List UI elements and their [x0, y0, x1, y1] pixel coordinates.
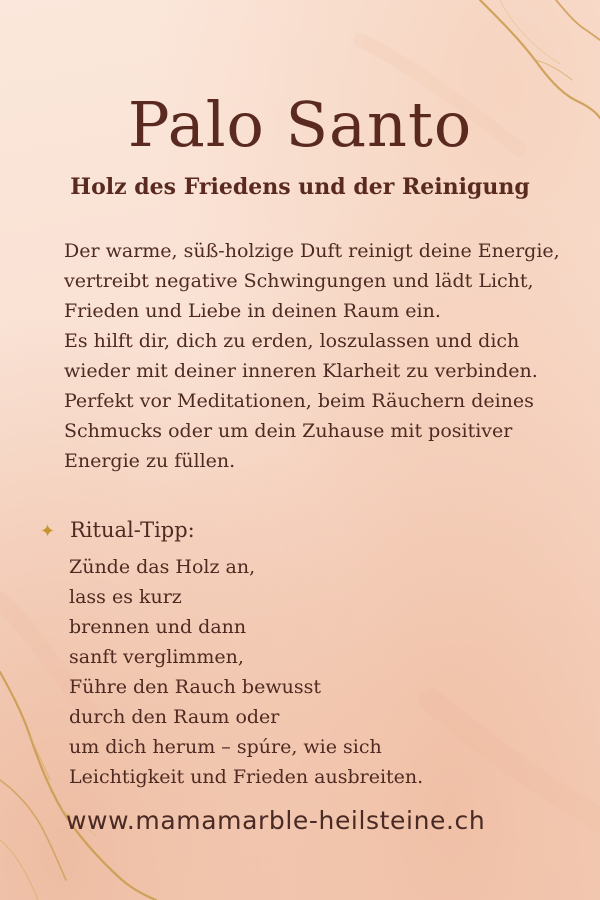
description-line: Frieden und Liebe in deinen Raum ein.: [64, 300, 441, 322]
ritual-line: um dich herum – spúre, wie sich: [69, 736, 382, 758]
ritual-heading-label: Ritual-Tipp:: [70, 518, 195, 542]
description-line: vertreibt negative Schwingungen und lädt Licht,: [64, 270, 534, 292]
description-line: wieder mit deiner inneren Klarheit zu verbinden.: [64, 360, 538, 382]
website-url: www.mamamarble-heilsteine.ch: [66, 806, 486, 835]
page-title: Palo Santo: [127, 88, 473, 161]
subtitle: Holz des Friedens und der Reinigung: [70, 174, 530, 200]
ritual-line: brennen und dann: [69, 616, 247, 638]
description: [64, 236, 584, 476]
description-line: Es hilft dir, dich zu erden, loszulassen und dich: [64, 330, 520, 352]
ritual-line: Leichtigkeit und Frieden ausbreiten.: [69, 766, 424, 788]
description-line: Der warme, süß-holzige Duft reinigt deine Energie,: [64, 240, 560, 262]
description-line: Perfekt vor Meditationen, beim Räuchern deines: [64, 390, 534, 412]
ritual-line: sanft verglimmen,: [69, 646, 244, 668]
ritual-line: lass es kurz: [69, 586, 182, 608]
ritual-line: durch den Raum oder: [69, 706, 280, 728]
ritual-line: Führe den Rauch bewusst: [69, 676, 321, 698]
description-line: Schmucks oder um dein Zuhause mit positiver: [64, 420, 513, 442]
ritual-heading: [40, 518, 195, 542]
sparkle-icon: ✦: [40, 521, 56, 542]
ritual-instructions: [69, 552, 569, 792]
ritual-line: Zünde das Holz an,: [69, 556, 256, 578]
description-line: Energie zu füllen.: [64, 450, 236, 472]
